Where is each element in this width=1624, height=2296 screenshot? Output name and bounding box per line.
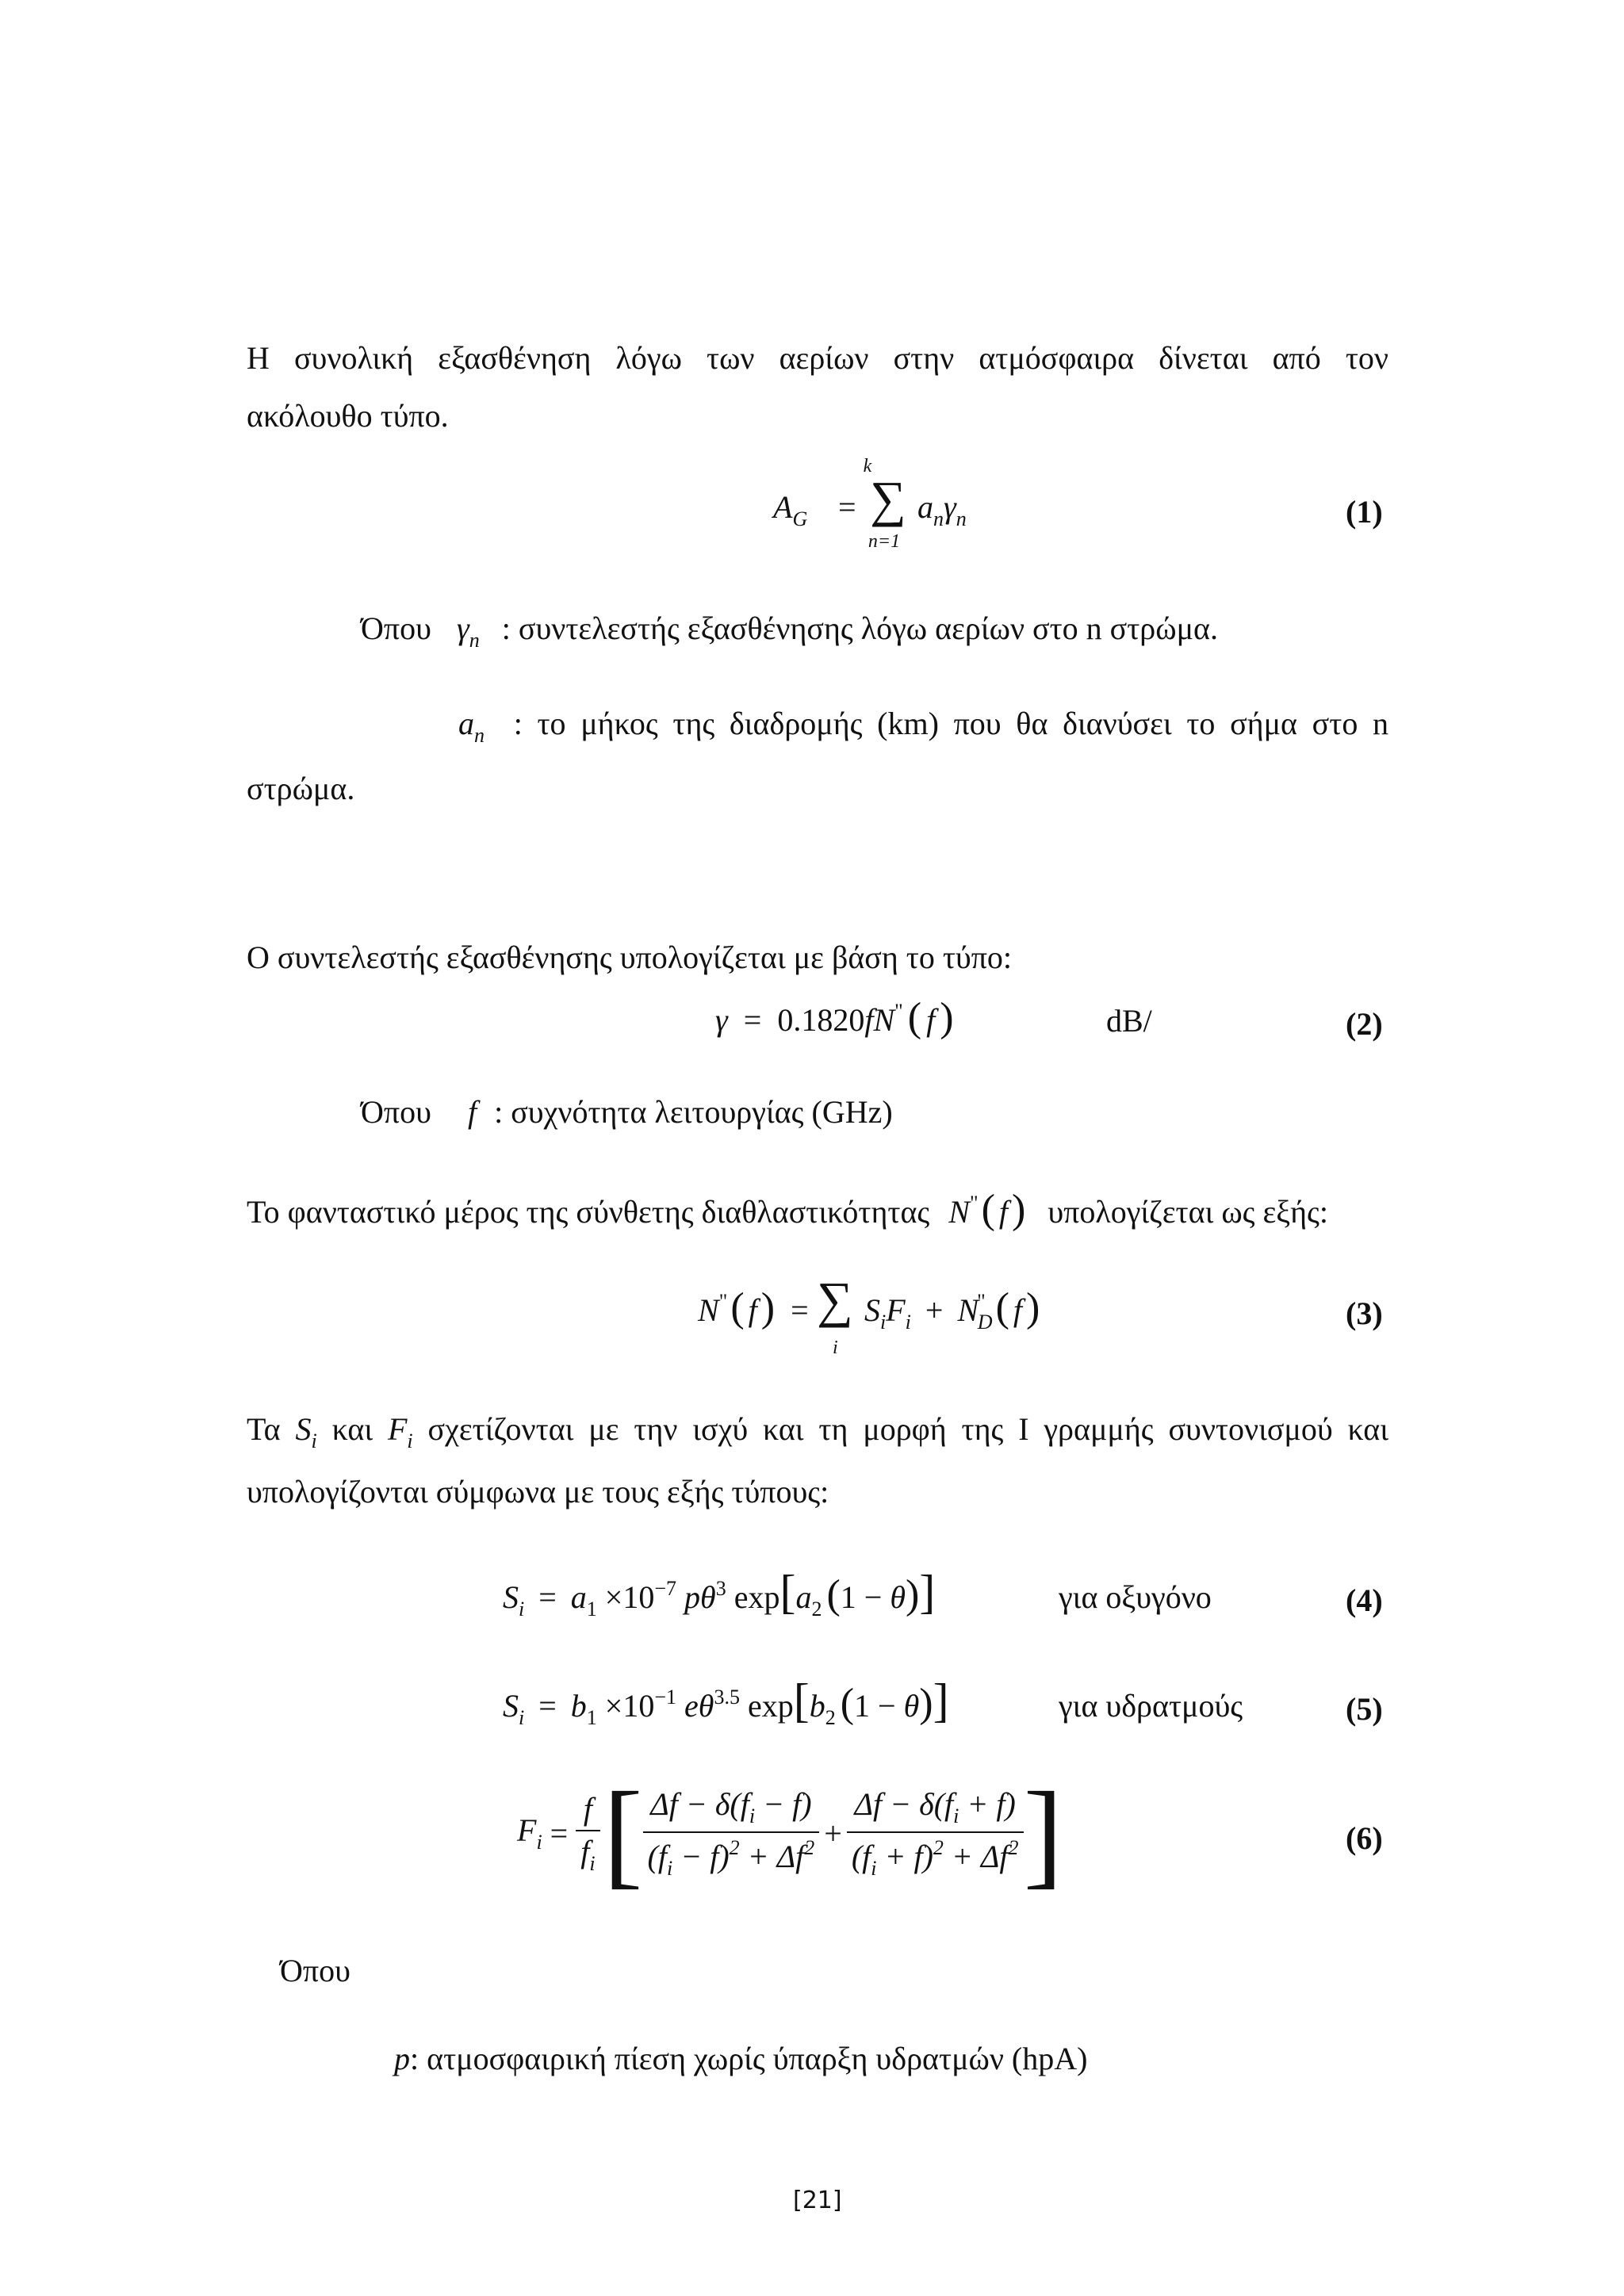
equation-4: $S_i = a_1 \times 10^{-7}$ $p\theta^3$ $\exp[a_2$ (1 − θ)] [503,1566,936,1621]
equation-2: γ = 0.1820fN" ( f ) [715,995,954,1040]
paragraph-si-fi: Τα $S_i$ και $F_i$ σχετίζονται με την ισχύ και τη μορφή της I γραμμής συντονισμού και [247,1411,1389,1452]
second-term-fraction: $\frac{\Delta f - \delta(f_i + f)}{(f_i + f)^2 + \Delta f^2}$ [847,1789,1024,1879]
a-n-definition: $a_n$ : το μήκος της διαδρομής (km) που θα διανύσει το σήμα στο n [458,706,1389,747]
equation-6-number: (6) [1346,1820,1383,1856]
equation-5-label: για υδρατμούς [1059,1688,1243,1724]
equation-2-number: (2) [1346,1006,1383,1042]
a-n-definition-cont: στρώμα. [247,771,355,806]
equation-4-label: για οξυγόνο [1059,1579,1212,1615]
equation-2-unit: dB/ [1106,1003,1152,1039]
equation-4-number: (4) [1346,1582,1383,1618]
p-definition: p: ατμοσφαιρική πίεση χωρίς ύπαρξη υδρατμών (hpA) [394,2041,1088,2076]
where-label-3: Όπου [280,1953,350,1988]
intro-line-1: Η συνολική εξασθένηση λόγω των αερίων στην ατμόσφαιρα δίνεται από τον [247,340,1388,376]
f-definition: f : συχνότητα λειτουργίας (GHz) [468,1094,893,1130]
document-page: Η συνολική εξασθένηση λόγω των αερίων στην ατμόσφαιρα δίνεται από τον ακόλουθο τύπο. $A_G$ = k ∑ n=1 $a_n\gamma_n$ (1) Όπου $\gamma_n$ : συντελεστής εξασθένησης λόγω αερίων στο n στρώμα. $a_n$ : το μήκος της διαδρομής (km) που θα διανύσει το σήμα στο n στρώμα. Ο συντελεστής εξασθένησης υπολογίζεται με βάση το τύπο: γ = 0.1820fN" ( f ) dB/ (2) Όπου f : συχνότητα λειτουργίας (GHz) Το φανταστικό μέρος της σύνθετης διαθλαστικότητας N"( f) υπολογίζεται ως εξής: N"( f) = ∑ i $S_iF_i + N^"_D$( f) (3) Τα $S_i$ και $F_i$ σχετίζονται με την ισχύ και τη μορφή της I γραμμής συντονισμού και υπολογίζονται σύμφωνα με τους εξής τύπους: $S_i = a_1 \times 10^{-7}$ $p\theta^3$ $\exp[a_2$ (1 − θ)] για οξυγόνο (4) $S_i = b_1 \times 10^{-1}$ $e\theta^{3.5}$ $\exp[b_2$ (1 − θ)] για υδρατμούς (5) $F_i$ = $\frac{f}{f_i}$ [ $\frac{\Delta f - \delta(f_i - f)}{(f_i - f)^2 + \Delta f^2}$ + $\frac{\Delta f - \delta(f_i + f)}{(f_i + f)^2 + \Delta f^2}$ ] (6) Όπου p: ατμοσφαιρική πίεση χωρίς ύπαρξη υδρατμών (hpA) [21] [247,340,1389,2214]
paragraph-coefficient: Ο συντελεστής εξασθένησης υπολογίζεται με βάση το τύπο: [247,939,1013,975]
gamma-n-definition: $\gamma_n$ : συντελεστής εξασθένησης λόγω αερίων στο n στρώμα. [457,610,1218,652]
equation-3-number: (3) [1346,1295,1383,1331]
where-label-2: Όπου [361,1094,431,1130]
equation-6: $F_i$ = $\frac{f}{f_i}$ [ $\frac{\Delta f - \delta(f_i - f)}{(f_i - f)^2 + \Delta f^2}$ + $\frac{\Delta f - \delta(f_i + f)}{(f_i + f)^2 + \Delta f^2}$ ] [517,1768,1063,1900]
where-label-1: Όπου [361,610,431,646]
intro-line-2: ακόλουθο τύπο. [247,398,449,434]
equation-1-number: (1) [1346,494,1383,530]
first-term-fraction: $\frac{\Delta f - \delta(f_i - f)}{(f_i - f)^2 + \Delta f^2}$ [643,1789,820,1879]
paragraph-si-fi-line-2: υπολογίζονται σύμφωνα με τους εξής τύπους: [247,1474,829,1510]
page-number: [21] [793,2187,842,2214]
equation-5-number: (5) [1346,1691,1383,1727]
prefactor-fraction: $\frac{f}{f_i}$ [576,1793,599,1874]
equation-5: $S_i = b_1 \times 10^{-1}$ $e\theta^{3.5}$ $\exp[b_2$ (1 − θ)] [503,1674,949,1729]
paragraph-imaginary-part: Το φανταστικό μέρος της σύνθετης διαθλαστικότητας N"( f) υπολογίζεται ως εξής: [247,1187,1328,1232]
